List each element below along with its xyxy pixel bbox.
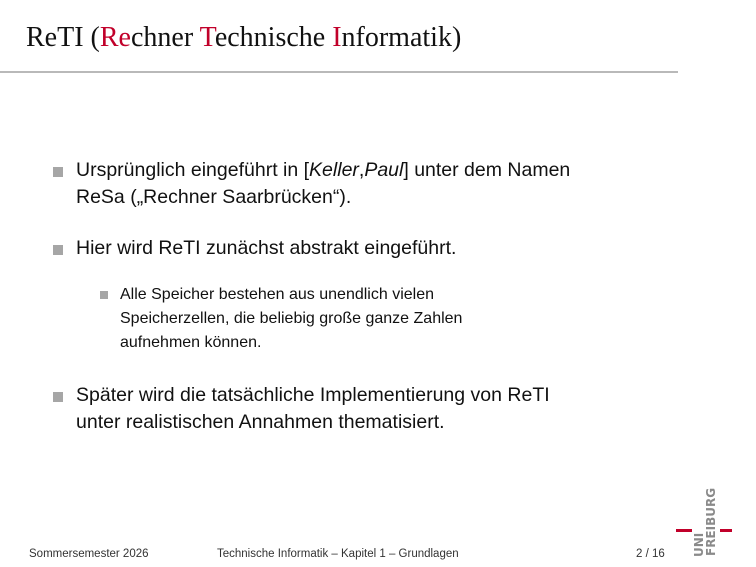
bullet-square-icon [53,167,63,177]
subbullet-line1: Alle Speicher bestehen aus unendlich vielen [120,286,434,303]
bullet-abstract-text: Hier wird ReTI zunächst abstrakt eingeführt. [76,237,457,259]
title-divider [0,71,678,73]
bullet-implementation-line1: Später wird die tatsächliche Implementierung von ReTI [76,384,550,406]
subbullet-line2: Speicherzellen, die beliebig große ganze Zahlen [120,310,463,327]
title-prefix: ReTI ( [26,22,100,53]
logo-red-bar-right [720,529,732,532]
title-accent-i: I [332,22,342,53]
university-logo [676,480,732,562]
logo-freiburg-text: FREIBURG [704,487,718,556]
slide-title [26,21,461,55]
subbullet-line3: aufnehmen können. [120,334,262,351]
citation-keller: Keller [309,159,359,181]
citation-paul: Paul [364,159,404,181]
bullet-implementation [76,382,550,436]
bullet-square-icon [53,392,63,402]
footer-course: Technische Informatik – Kapitel 1 – Grundlagen [217,548,459,560]
bullet-square-icon [53,245,63,255]
title-accent-t: T [199,22,215,53]
bullet-abstract [76,235,456,262]
title-text-echnische: echnische [214,22,333,53]
title-text-chner: chner [130,22,200,53]
bullet-origin-line2: ReSa („Rechner Saarbrücken“). [76,186,352,208]
logo-red-bar-left [676,529,692,532]
bullet-origin [76,157,570,211]
title-accent-re: Re [99,22,131,53]
bullet-implementation-line2: unter realistischen Annahmen thematisiert. [76,411,445,433]
subbullet-square-icon [100,291,108,299]
title-text-nformatik: nformatik) [341,22,462,53]
bullet-origin-line1: Ursprünglich eingeführt in [Keller,Paul] unter dem Namen [76,159,571,181]
subbullet-memory [120,283,462,355]
footer-page-number: 2 / 16 [636,548,665,560]
logo-uni-text: UNI [692,532,706,557]
footer-semester: Sommersemester 2026 [29,548,149,560]
